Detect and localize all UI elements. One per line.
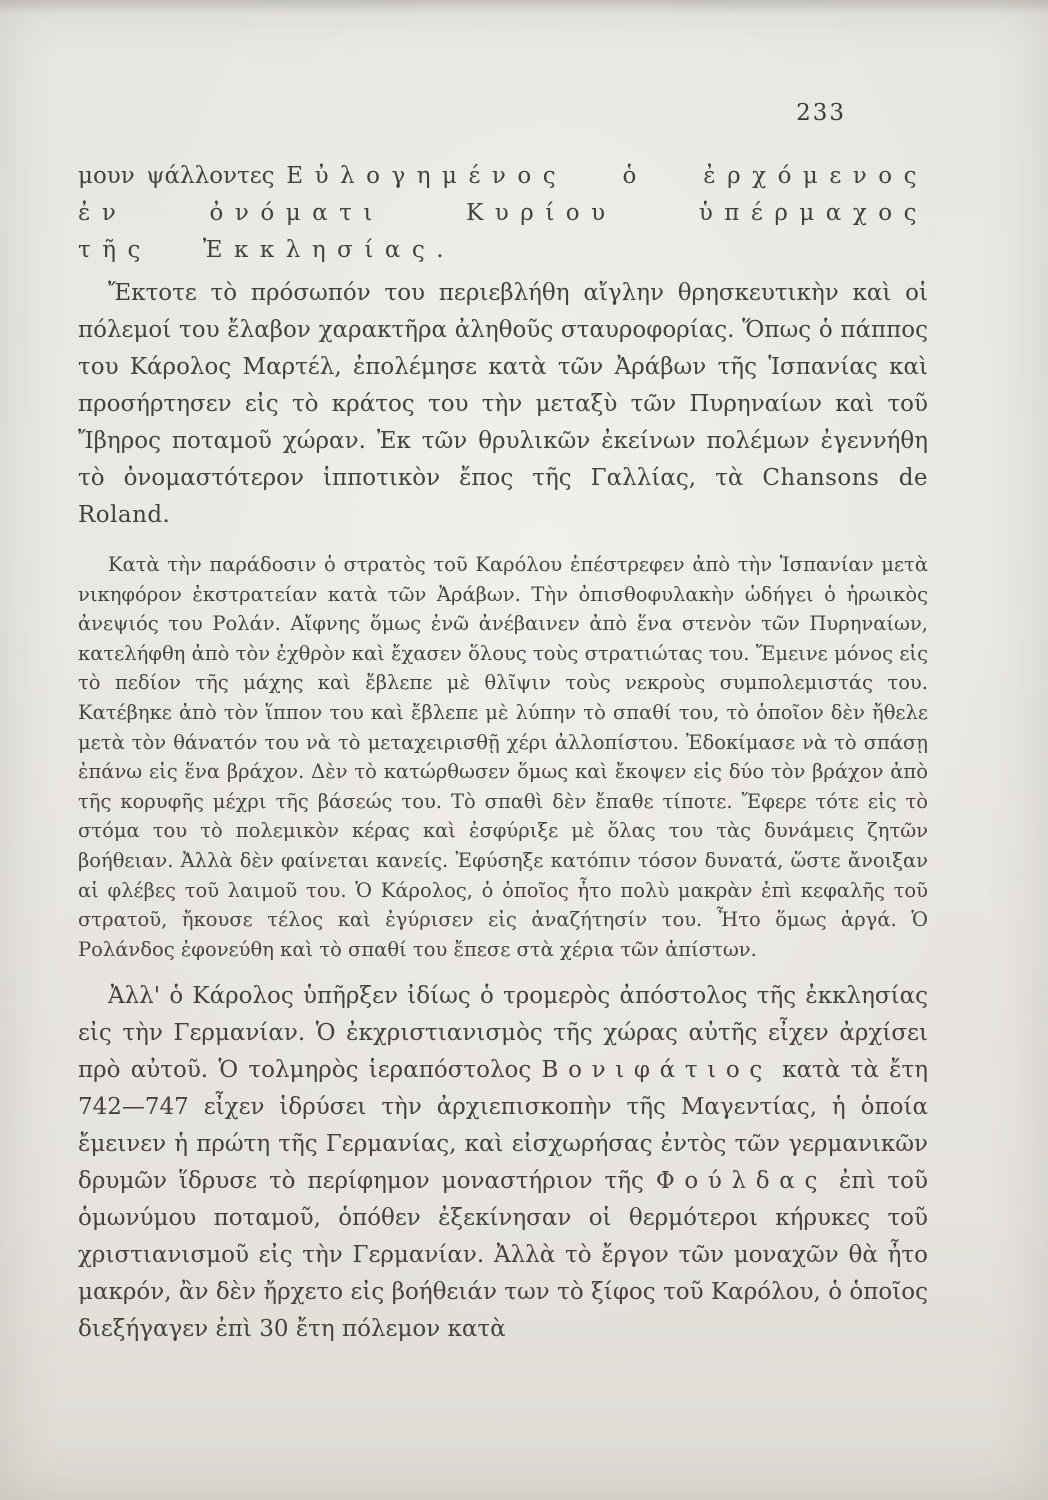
fulda-name: Φούλδας xyxy=(655,1168,828,1195)
chansons-de-roland-title: Chansons de Roland. xyxy=(78,465,928,528)
paragraph-crusade-character xyxy=(78,275,928,534)
germany-mission-text-3: ἐπὶ τοῦ ὁμωνύμου ποταμοῦ, ὁπόθεν ἐξεκίνησαν οἱ θερμότεροι κήρυκες τοῦ χριστιανισμοῦ εἰς τὴν Γερμανίαν. Ἀλλὰ τὸ ἔργον τῶν μοναχῶν θὰ ἦτο μακρόν, ἂν δὲν ἤρχετο εἰς βοήθειάν των τὸ ξίφος τοῦ Καρόλου, ὁ ὁποῖος διεξήγαγεν ἐπὶ 30 ἔτη πόλεμον κατὰ xyxy=(78,1168,928,1343)
hymn-spaced-text: Εὐλογημένος ὁ ἐρχόμενος ἐν ὀνόματι Κυρίου ὑπέρμαχος τῆς Ἐκκλησίας. xyxy=(78,163,928,263)
paragraph-roland-legend xyxy=(78,550,928,964)
germany-mission-text-2: κατὰ τὰ ἔτη 742—747 εἶχεν ἱδρύσει τὴν ἀρχιεπισκοπὴν τῆς Μαγεντίας, ἡ ὁποία ἔμεινεν ἡ πρώτη τῆς Γερμανίας, καὶ εἰσχωρήσας ἐντὸς τῶν γερμανικῶν δρυμῶν ἵδρυσε τὸ περίφημον μοναστήριον τῆς xyxy=(78,1057,928,1195)
page-number: 233 xyxy=(796,100,846,126)
page-text-block xyxy=(78,158,928,1348)
germany-mission-text-1: Ἀλλ' ὁ Κάρολος ὑπῆρξεν ἰδίως ὁ τρομερὸς ἀπόστολος τῆς ἐκκλησίας εἰς τὴν Γερμανίαν. Ὁ ἐκχριστιανισμὸς τῆς χώρας αὐτῆς εἶχεν ἀρχίσει πρὸ αὐτοῦ. Ὁ τολμηρὸς ἱεραπόστολος xyxy=(78,983,928,1084)
crusade-text: Ἔκτοτε τὸ πρόσωπόν του περιεβλήθη αἴγλην θρησκευτικὴν καὶ οἱ πόλεμοί του ἔλαβον χαρακτῆρα ἀληθοῦς σταυροφορίας. Ὅπως ὁ πάππος του Κάρολος Μαρτέλ, ἐπολέμησε κατὰ τῶν Ἀράβων τῆς Ἱσπανίας καὶ προσήρτησεν εἰς τὸ κράτος του τὴν μεταξὺ τῶν Πυρηναίων καὶ τοῦ Ἴβηρος ποταμοῦ χώραν. Ἐκ τῶν θρυλικῶν ἐκείνων πολέμων ἐγεννήθη τὸ ὀνομαστότερον ἱπποτικὸν ἔπος τῆς Γαλλίας, τὰ xyxy=(78,280,928,491)
boniface-name: Βονιφάτιος xyxy=(541,1057,772,1084)
paragraph-hymn-continuation xyxy=(78,158,928,269)
hymn-lead-text: μουν ψάλλοντες xyxy=(78,163,287,189)
roland-legend-text: Κατὰ τὴν παράδοσιν ὁ στρατὸς τοῦ Καρόλου ἐπέστρεφεν ἀπὸ τὴν Ἱσπανίαν μετὰ νικηφόρον ἐκστρατείαν κατὰ τῶν Ἀράβων. Τὴν ὀπισθοφυλακὴν ὡδήγει ὁ ἡρωικὸς ἀνεψιός του Ρολάν. Αἴφνης ὅμως ἐνῶ ἀνέβαινεν ἀπὸ ἕνα στενὸν τῶν Πυρηναίων, κατελήφθη ἀπὸ τὸν ἐχθρὸν καὶ ἔχασεν ὅλους τοὺς στρατιώτας του. Ἔμεινε μόνος εἰς τὸ πεδίον τῆς μάχης καὶ ἔβλεπε μὲ θλῖψιν τοὺς νεκροὺς συμπολεμιστάς του. Κατέβηκε ἀπὸ τὸν ἵππον του καὶ ἔβλεπε μὲ λύπην τὸ σπαθί του, τὸ ὁποῖον δὲν ἤθελε μετὰ τὸν θάνατόν του νὰ τὸ μεταχειρισθῇ χέρι ἀλλοπίστου. Ἐδοκίμασε νὰ τὸ σπάσῃ ἐπάνω εἰς ἕνα βράχον. Δὲν τὸ κατώρθωσεν ὅμως καὶ ἔκοψεν εἰς δύο τὸν βράχον ἀπὸ τῆς κορυφῆς μέχρι τῆς βάσεώς του. Τὸ σπαθὶ δὲν ἔπαθε τίποτε. Ἔφερε τότε εἰς τὸ στόμα του τὸ πολεμικὸν κέρας καὶ ἐσφύριξε μὲ ὅλας του τὰς δυνάμεις ζητῶν βοήθειαν. Ἀλλὰ δὲν φαίνεται κανείς. Ἐφύσηξε κατόπιν τόσον δυνατά, ὥστε ἄνοιξαν αἱ φλέβες τοῦ λαιμοῦ του. Ὁ Κάρολος, ὁ ὁποῖος ἦτο πολὺ μακρὰν ἐπὶ κεφαλῆς τοῦ στρατοῦ, ἤκουσε τέλος καὶ ἐγύρισεν εἰς ἀναζήτησίν του. Ἦτο ὅμως ἀργά. Ὁ Ρολάνδος ἐφονεύθη καὶ τὸ σπαθί του ἔπεσε στὰ χέρια τῶν ἀπίστων. xyxy=(78,553,928,961)
paragraph-germany-mission xyxy=(78,978,928,1348)
